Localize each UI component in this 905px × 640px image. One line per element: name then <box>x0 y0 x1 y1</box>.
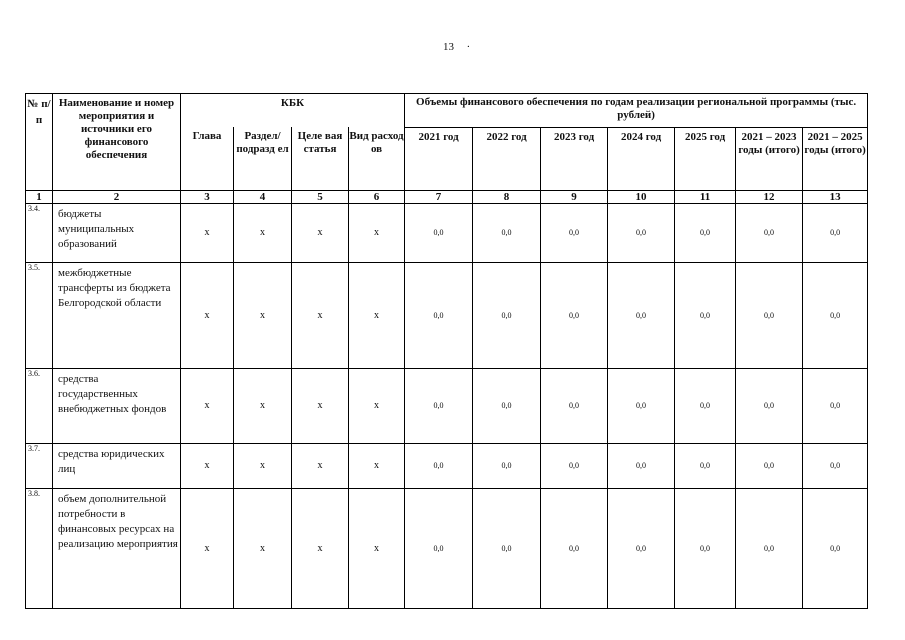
value-cell: 0,0 <box>541 368 608 443</box>
row-name: средства государственных внебюджетных фондов <box>53 368 181 443</box>
value-cell: 0,0 <box>736 262 803 368</box>
kbk-cell: х <box>292 443 349 488</box>
value-cell: 0,0 <box>608 443 675 488</box>
kbk-cell: х <box>181 488 234 608</box>
column-number: 11 <box>675 190 736 203</box>
table-row <box>26 262 868 368</box>
row-number: 3.6. <box>26 368 53 443</box>
row-name: бюджеты муниципальных образований <box>53 203 181 262</box>
header-row <box>26 94 868 128</box>
column-number: 3 <box>181 190 234 203</box>
column-number: 6 <box>349 190 405 203</box>
header-volumes: Объемы финансового обеспечения по годам реализации региональной программы (тыс. рублей) <box>405 94 868 128</box>
kbk-cell: х <box>349 203 405 262</box>
kbk-cell: х <box>181 203 234 262</box>
kbk-cell: х <box>181 368 234 443</box>
kbk-cell: х <box>234 368 292 443</box>
kbk-cell: х <box>349 488 405 608</box>
row-name: объем дополнительной потребности в финансовых ресурсах на реализацию мероприятия <box>53 488 181 608</box>
value-cell: 0,0 <box>736 488 803 608</box>
kbk-cell: х <box>292 203 349 262</box>
kbk-cell: х <box>292 488 349 608</box>
value-cell: 0,0 <box>608 368 675 443</box>
value-cell: 0,0 <box>405 203 473 262</box>
subheader-2023: 2023 год <box>541 127 608 190</box>
row-name: средства юридических лиц <box>53 443 181 488</box>
kbk-cell: х <box>181 443 234 488</box>
value-cell: 0,0 <box>736 443 803 488</box>
column-number: 13 <box>803 190 868 203</box>
row-number: 3.8. <box>26 488 53 608</box>
row-number: 3.5. <box>26 262 53 368</box>
value-cell: 0,0 <box>675 488 736 608</box>
value-cell: 0,0 <box>405 443 473 488</box>
value-cell: 0,0 <box>405 262 473 368</box>
column-number: 10 <box>608 190 675 203</box>
subheader-total-2021-2025: 2021 – 2025 годы (итого) <box>803 127 868 190</box>
value-cell: 0,0 <box>608 203 675 262</box>
funding-table <box>25 93 868 609</box>
table-row <box>26 368 868 443</box>
column-number: 4 <box>234 190 292 203</box>
value-cell: 0,0 <box>736 203 803 262</box>
subheader-2025: 2025 год <box>675 127 736 190</box>
column-number: 9 <box>541 190 608 203</box>
value-cell: 0,0 <box>541 262 608 368</box>
kbk-cell: х <box>234 262 292 368</box>
kbk-cell: х <box>234 443 292 488</box>
value-cell: 0,0 <box>473 368 541 443</box>
subheader-2021: 2021 год <box>405 127 473 190</box>
value-cell: 0,0 <box>803 262 868 368</box>
page-mark: . <box>467 38 470 50</box>
column-number: 1 <box>26 190 53 203</box>
column-number: 2 <box>53 190 181 203</box>
subheader-2022: 2022 год <box>473 127 541 190</box>
subheader-vid: Вид расход ов <box>349 127 405 190</box>
kbk-cell: х <box>349 368 405 443</box>
value-cell: 0,0 <box>803 488 868 608</box>
row-number: 3.4. <box>26 203 53 262</box>
value-cell: 0,0 <box>675 262 736 368</box>
value-cell: 0,0 <box>473 262 541 368</box>
column-number: 5 <box>292 190 349 203</box>
subheader-razdel: Раздел/ подразд ел <box>234 127 292 190</box>
value-cell: 0,0 <box>803 203 868 262</box>
value-cell: 0,0 <box>541 488 608 608</box>
header-kbk: КБК <box>181 94 405 128</box>
column-number: 8 <box>473 190 541 203</box>
value-cell: 0,0 <box>608 262 675 368</box>
kbk-cell: х <box>292 262 349 368</box>
value-cell: 0,0 <box>473 203 541 262</box>
value-cell: 0,0 <box>803 443 868 488</box>
kbk-cell: х <box>234 203 292 262</box>
row-name: межбюджетные трансферты из бюджета Белгородской области <box>53 262 181 368</box>
kbk-cell: х <box>349 443 405 488</box>
header-name: Наименование и номер мероприятия и источники его финансового обеспечения <box>53 94 181 191</box>
value-cell: 0,0 <box>473 443 541 488</box>
value-cell: 0,0 <box>541 203 608 262</box>
subheader-glava: Глава <box>181 127 234 190</box>
table-row <box>26 443 868 488</box>
value-cell: 0,0 <box>736 368 803 443</box>
value-cell: 0,0 <box>803 368 868 443</box>
subheader-total-2021-2023: 2021 – 2023 годы (итого) <box>736 127 803 190</box>
kbk-cell: х <box>181 262 234 368</box>
table-row <box>26 203 868 262</box>
table-row <box>26 488 868 608</box>
value-cell: 0,0 <box>675 443 736 488</box>
header-number: № п/п <box>26 94 53 191</box>
column-number: 12 <box>736 190 803 203</box>
page-number: 13 <box>443 41 454 53</box>
value-cell: 0,0 <box>675 203 736 262</box>
column-numbers-row <box>26 190 868 203</box>
value-cell: 0,0 <box>473 488 541 608</box>
value-cell: 0,0 <box>405 368 473 443</box>
column-number: 7 <box>405 190 473 203</box>
value-cell: 0,0 <box>541 443 608 488</box>
value-cell: 0,0 <box>608 488 675 608</box>
subheader-2024: 2024 год <box>608 127 675 190</box>
kbk-cell: х <box>234 488 292 608</box>
value-cell: 0,0 <box>675 368 736 443</box>
kbk-cell: х <box>349 262 405 368</box>
subheader-statya: Целе вая статья <box>292 127 349 190</box>
row-number: 3.7. <box>26 443 53 488</box>
kbk-cell: х <box>292 368 349 443</box>
value-cell: 0,0 <box>405 488 473 608</box>
